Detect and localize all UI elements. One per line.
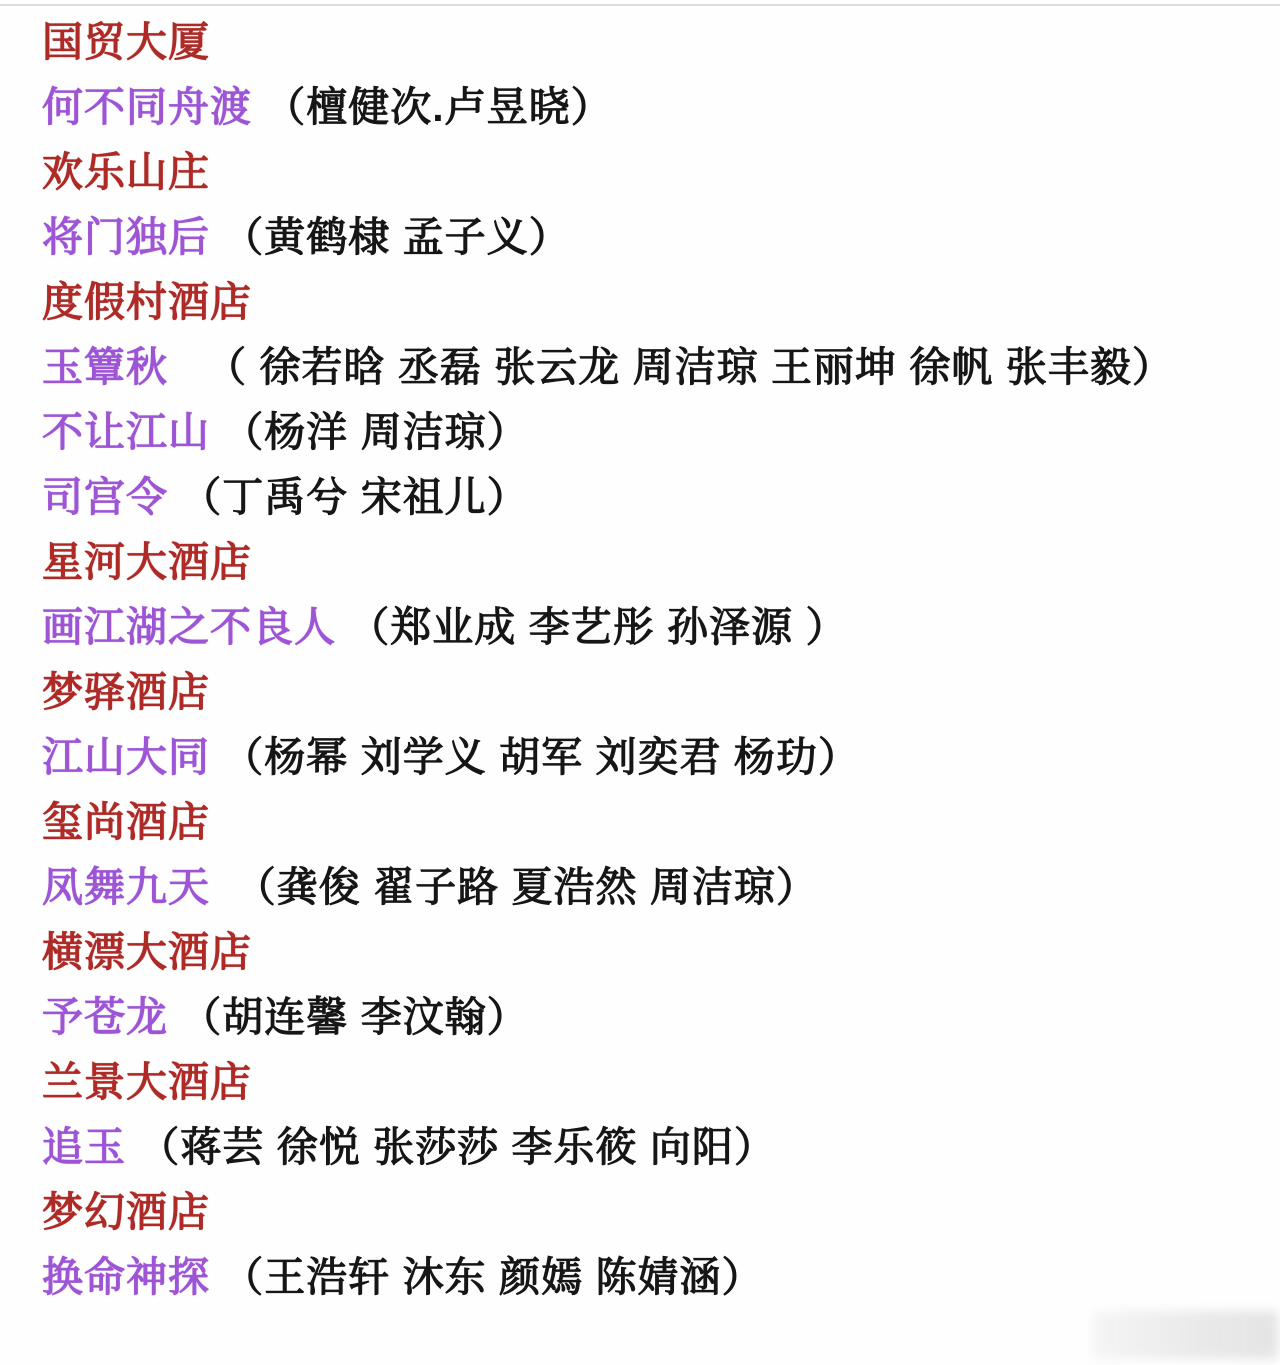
cast-list: （龚俊 翟子路 夏浩然 周洁琼） <box>222 864 818 910</box>
drama-title: 予苍龙 <box>42 994 168 1040</box>
cast-list: （蒋芸 徐悦 张莎莎 李乐筱 向阳） <box>138 1124 776 1170</box>
list-row <box>42 335 1280 400</box>
list-row <box>42 530 1280 595</box>
list-row <box>42 140 1280 205</box>
list-row <box>42 270 1280 335</box>
list-row <box>42 1180 1280 1245</box>
list-row <box>42 660 1280 725</box>
list-row <box>42 790 1280 855</box>
list-row <box>42 1245 1280 1310</box>
cast-list: （黄鹤棣 孟子义） <box>222 214 571 260</box>
hotel-name: 兰景大酒店 <box>42 1059 252 1105</box>
list-row <box>42 75 1280 140</box>
hotel-name: 梦驿酒店 <box>42 669 210 715</box>
top-divider-line <box>0 4 1280 6</box>
cast-list: （胡连馨 李汶翰） <box>180 994 529 1040</box>
cast-list: （王浩轩 沐东 颜嫣 陈婧涵） <box>222 1254 764 1300</box>
hotel-name: 梦幻酒店 <box>42 1189 210 1235</box>
list-row <box>42 1115 1280 1180</box>
cast-list: （杨洋 周洁琼） <box>222 409 529 455</box>
venue-drama-list <box>42 10 1280 1310</box>
drama-title: 将门独后 <box>42 214 210 260</box>
cast-list: （杨幂 刘学义 胡军 刘奕君 杨玏） <box>222 734 860 780</box>
cast-list: （丁禹兮 宋祖儿） <box>180 474 529 520</box>
list-row <box>42 920 1280 985</box>
list-row <box>42 1050 1280 1115</box>
cast-list: （郑业成 李艺彤 孙泽源 ） <box>348 604 848 650</box>
hotel-name: 玺尚酒店 <box>42 799 210 845</box>
hotel-name: 欢乐山庄 <box>42 149 210 195</box>
hotel-name: 横漂大酒店 <box>42 929 252 975</box>
list-row <box>42 205 1280 270</box>
faint-watermark <box>1093 1311 1278 1359</box>
drama-title: 追玉 <box>42 1124 126 1170</box>
hotel-name: 国贸大厦 <box>42 19 210 65</box>
drama-title: 何不同舟渡 <box>42 84 252 130</box>
cast-list: （ 徐若晗 丞磊 张云龙 周洁琼 王丽坤 徐帆 张丰毅） <box>180 344 1174 390</box>
hotel-name: 星河大酒店 <box>42 539 252 585</box>
drama-title: 江山大同 <box>42 734 210 780</box>
drama-title: 玉簟秋 <box>42 344 168 390</box>
drama-title: 换命神探 <box>42 1254 210 1300</box>
cast-list: （檀健次.卢昱晓） <box>264 84 613 130</box>
list-row <box>42 595 1280 660</box>
drama-title: 画江湖之不良人 <box>42 604 336 650</box>
drama-title: 司宫令 <box>42 474 168 520</box>
list-row <box>42 465 1280 530</box>
list-row <box>42 725 1280 790</box>
list-row <box>42 985 1280 1050</box>
list-row <box>42 400 1280 465</box>
drama-title: 凤舞九天 <box>42 864 210 910</box>
list-row <box>42 10 1280 75</box>
list-row <box>42 855 1280 920</box>
hotel-name: 度假村酒店 <box>42 279 252 325</box>
drama-title: 不让江山 <box>42 409 210 455</box>
